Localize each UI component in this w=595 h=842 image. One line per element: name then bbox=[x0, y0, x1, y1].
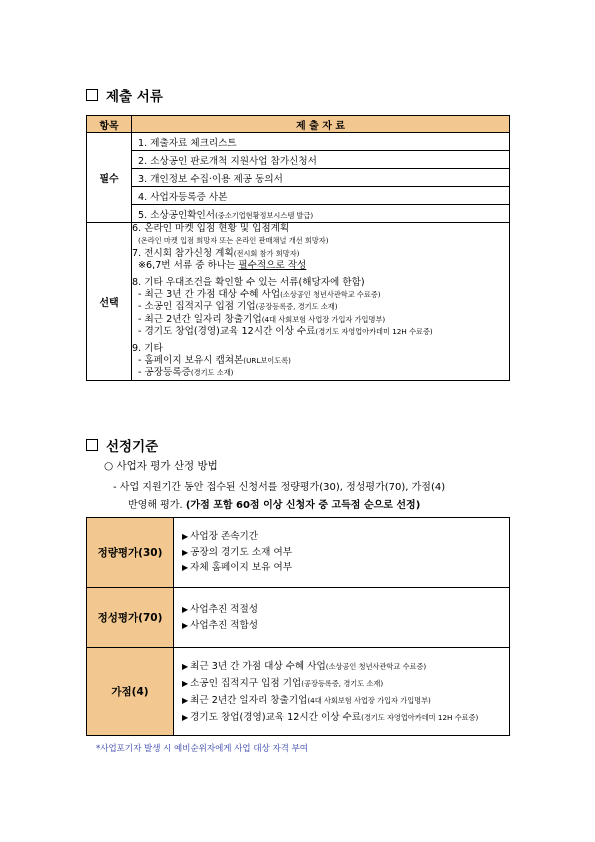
criteria-table bbox=[86, 517, 510, 736]
list-item: ▶ 사업추진 적합성 bbox=[182, 619, 259, 631]
list-item: 7. 전시회 참가신청 계획(전시회 참가 희망자) bbox=[132, 247, 300, 259]
triangle-bullet-icon: ▶ bbox=[182, 532, 189, 542]
triangle-bullet-icon: ▶ bbox=[182, 547, 189, 557]
list-item: 9. 기타 bbox=[132, 342, 163, 354]
list-item: - 홈페이지 보유시 캡쳐본(URL보이도록) bbox=[138, 355, 291, 367]
list-item: ▶ 경기도 창업(경영)교육 12시간 이상 수료(경기도 자영업아카데미 12H 수료증) bbox=[182, 711, 479, 723]
list-item: ▶ 사업장 존속기간 bbox=[182, 531, 259, 543]
list-item-note: (온라인 마켓 입점 희망자 또는 온라인 판매채널 개선 희망자) bbox=[138, 236, 329, 246]
optional-label: 선택 bbox=[87, 223, 132, 381]
table-row: 3. 개인정보 수집·이용 제공 동의서 bbox=[132, 169, 510, 187]
list-item: ▶ 사업추진 적절성 bbox=[182, 604, 259, 615]
triangle-bullet-icon: ▶ bbox=[182, 695, 189, 705]
list-item: - 경기도 창업(경영)교육 12시간 이상 수료(경기도 자영업아카데미 12H 수료증) bbox=[138, 326, 433, 338]
triangle-bullet-icon: ▶ bbox=[182, 620, 189, 630]
checkbox-square-icon bbox=[86, 89, 98, 101]
table-row bbox=[87, 518, 510, 588]
list-item: - 최근 3년 간 가점 대상 수혜 사업(소상공인 청년사관학교 수료증) bbox=[138, 289, 381, 301]
list-item: ▶ 소공인 집적지구 입점 기업(공장등록증, 경기도 소재) bbox=[182, 677, 384, 689]
criteria-label: 정성평가(70) bbox=[87, 588, 174, 648]
criteria-desc-line2: 반영해 평가. (가점 포함 60점 이상 신청자 중 고득점 순으로 선정) bbox=[128, 500, 421, 511]
table-row bbox=[87, 648, 510, 736]
table-row bbox=[87, 588, 510, 648]
criteria-label: 가점(4) bbox=[87, 648, 174, 736]
footnote: *사업포기자 발생 시 예비순위자에게 사업 대상 자격 부여 bbox=[96, 744, 309, 754]
table-row: 2. 소상공인 판로개척 지원사업 참가신청서 bbox=[132, 151, 510, 169]
list-item: - 공장등록증(경기도 소재) bbox=[138, 367, 234, 379]
list-item: 6. 온라인 마켓 입점 현황 및 입점계획 bbox=[132, 223, 290, 234]
triangle-bullet-icon: ▶ bbox=[182, 563, 189, 573]
triangle-bullet-icon: ▶ bbox=[182, 712, 189, 722]
list-item: - 소공인 집적지구 입점 기업(공장등록증, 경기도 소재) bbox=[138, 301, 338, 313]
triangle-bullet-icon: ▶ bbox=[182, 605, 189, 614]
table-header-row bbox=[87, 116, 510, 133]
checkbox-square-icon bbox=[86, 439, 98, 451]
optional-docs-cell bbox=[132, 223, 510, 381]
warning-note: ※6,7번 서류 중 하나는 필수적으로 작성 bbox=[138, 260, 307, 272]
criteria-label: 정량평가(30) bbox=[87, 518, 174, 588]
required-label: 필수 bbox=[87, 133, 132, 223]
table-row: 1. 제출자료 체크리스트 bbox=[132, 133, 510, 151]
list-item: - 최근 2년간 일자리 창출기업(4대 사회보험 사업장 가입자 가입명부) bbox=[138, 313, 386, 325]
documents-section-title: 제출 서류 bbox=[86, 85, 163, 105]
criteria-subhead: ○ 사업자 평가 산정 방법 bbox=[104, 460, 218, 472]
list-item: ▶ 공장의 경기도 소재 여부 bbox=[182, 546, 292, 558]
header-docs: 제 출 자 료 bbox=[132, 116, 510, 133]
triangle-bullet-icon: ▶ bbox=[182, 678, 189, 688]
criteria-desc-line1: - 사업 지원기간 동안 접수된 신청서를 정량평가(30), 정성평가(70), 가점(4) bbox=[113, 482, 446, 493]
list-item: ▶ 자체 홈페이지 보유 여부 bbox=[182, 562, 292, 574]
header-category: 항목 bbox=[87, 116, 132, 133]
list-item: ▶ 최근 3년 간 가점 대상 수혜 사업(소상공인 청년사관학교 수료증) bbox=[182, 660, 427, 672]
list-item: ▶ 최근 2년간 일자리 창출기업(4대 사회보험 사업장 가입자 가입명부) bbox=[182, 694, 431, 706]
table-row: 4. 사업자등록증 사본 bbox=[132, 187, 510, 205]
table-row: 5. 소상공인확인서(중소기업현황정보시스템 발급) bbox=[132, 205, 510, 223]
documents-table bbox=[86, 115, 510, 381]
triangle-bullet-icon: ▶ bbox=[182, 661, 189, 671]
list-item: 8. 기타 우대조건을 확인할 수 있는 서류(해당자에 한함) bbox=[132, 276, 365, 288]
criteria-section-title: 선정기준 bbox=[86, 435, 158, 455]
